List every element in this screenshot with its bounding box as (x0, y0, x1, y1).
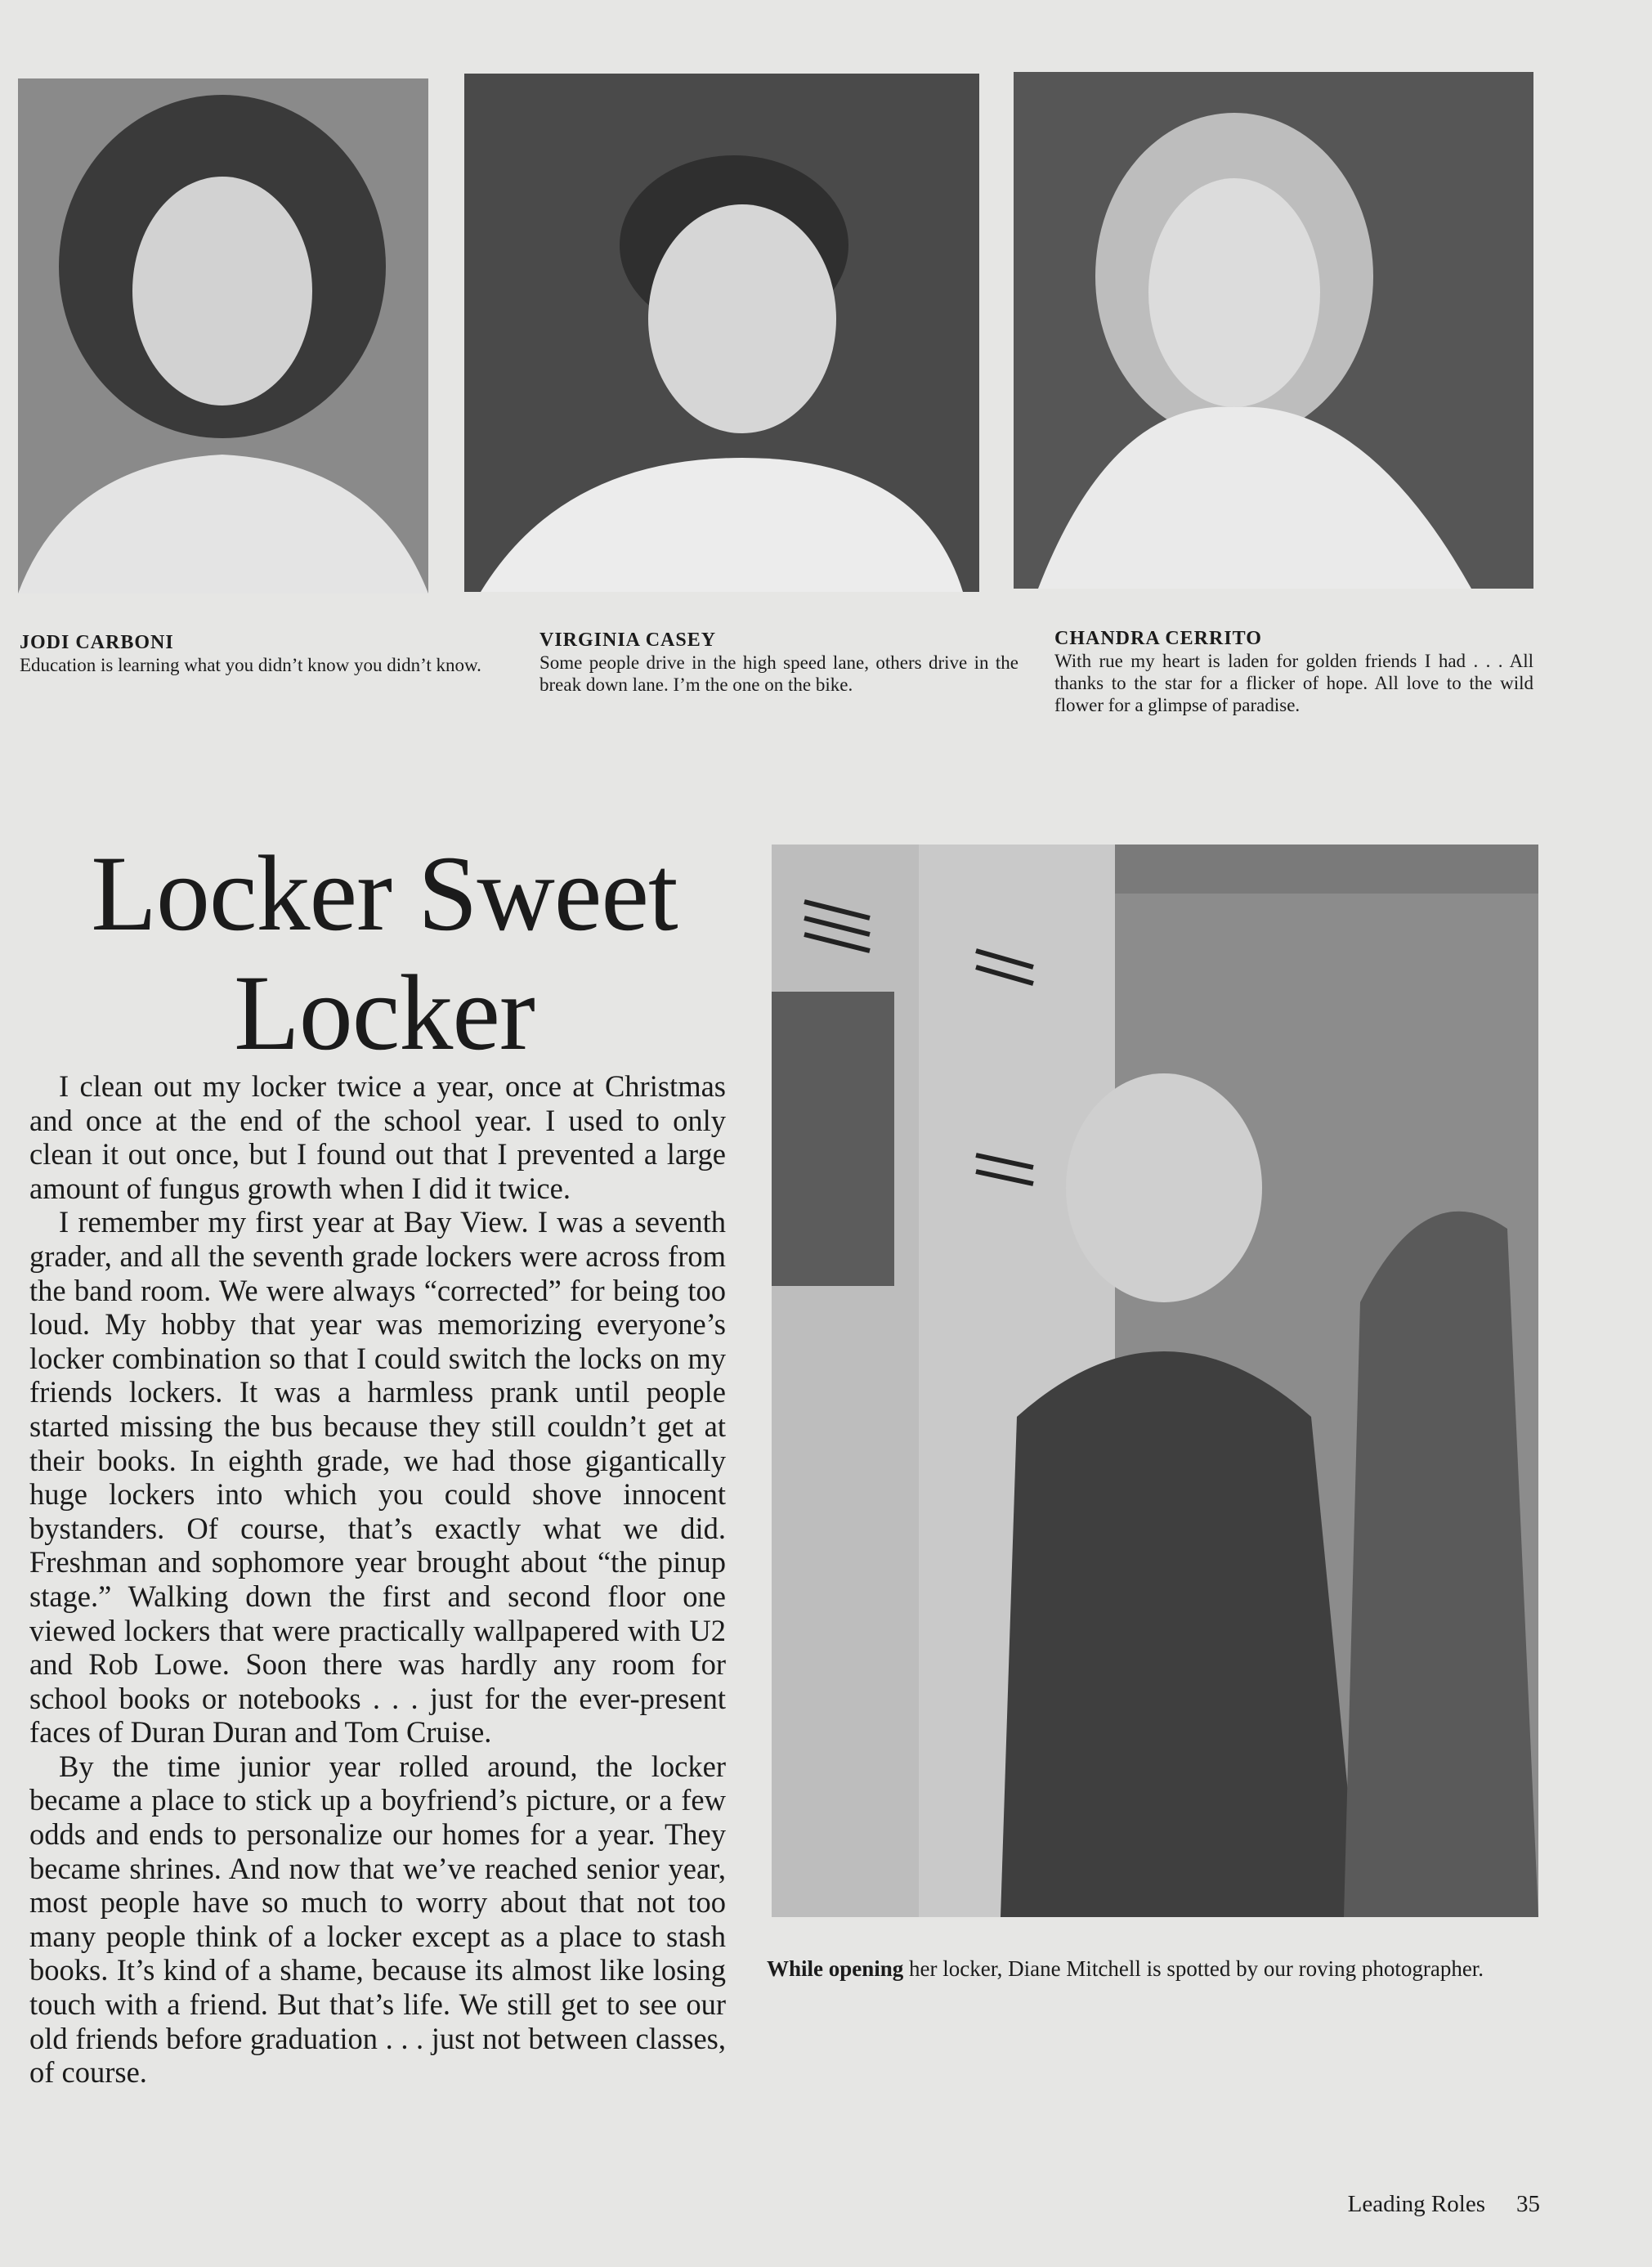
photo-caption-text: her locker, Diane Mitchell is spotted by our roving photographer. (903, 1956, 1484, 1981)
portrait-name: JODI CARBONI (20, 632, 174, 653)
portrait-quote: Education is learning what you didn’t know you didn’t know. (20, 655, 481, 675)
portrait-photo-2 (464, 74, 979, 592)
article-title-line-2: Locker (234, 952, 535, 1073)
portrait-photo-3 (1014, 72, 1533, 589)
article-title (33, 834, 736, 1073)
page-footer (1348, 2191, 1540, 2218)
photo-caption (767, 1954, 1486, 1983)
article-title-line-1: Locker Sweet (91, 833, 678, 953)
portrait-caption-2 (539, 629, 1019, 696)
article-body (29, 1069, 726, 2090)
portrait-name: CHANDRA CERRITO (1054, 628, 1262, 649)
portrait-quote: With rue my heart is laden for golden friends I had . . . All thanks to the star for a flicker of hope. All love to the wild flower for a glimpse of paradise. (1054, 651, 1533, 715)
article-paragraph: I remember my first year at Bay View. I was a seventh grader, and all the seventh grade lockers were across from the band room. We were always “corrected” for being too loud. My hobby that year was memorizing everyone’s locker combination so that I could switch the locks on my friends lockers. It was a harmless prank until people started missing the bus because they still couldn’t get at their books. In eighth grade, we had those gigantically huge lockers into which you could shove innocent bystanders. Of course, that’s exactly what we did. Freshman and sophomore year brought about “the pinup stage.” Walking down the first and second floor one viewed lockers that were practically wallpapered with U2 and Rob Lowe. Soon there was hardly any room for school books or notebooks . . . just for the ever-present faces of Duran Duran and Tom Cruise. (29, 1205, 726, 1750)
portrait-caption-3 (1054, 628, 1533, 716)
portrait-name: VIRGINIA CASEY (539, 629, 717, 651)
article-paragraph: I clean out my locker twice a year, once at Christmas and once at the end of the school year. I used to only clean it out once, but I found out that I prevented a large amount of fungus growth when I did it twice. (29, 1069, 726, 1205)
locker-photo (772, 845, 1538, 1917)
section-name: Leading Roles (1347, 2191, 1485, 2217)
portrait-quote: Some people drive in the high speed lane, others drive in the break down lane. I’m the one on the bike. (539, 652, 1019, 695)
page-number: 35 (1516, 2191, 1540, 2217)
portrait-caption-1 (20, 632, 495, 676)
photo-caption-lead: While opening (767, 1956, 904, 1981)
article-paragraph: By the time junior year rolled around, the locker became a place to stick up a boyfriend’s picture, or a few odds and ends to personalize our homes for a year. They became shrines. And now that we’ve reached senior year, most people have so much to worry about that not too many people think of a locker except as a place to stash books. It’s kind of a shame, because its almost like losing touch with a friend. But that’s life. We still get to see our old friends before graduation . . . just not between classes, of course. (29, 1749, 726, 2090)
portrait-photo-1 (18, 78, 428, 594)
